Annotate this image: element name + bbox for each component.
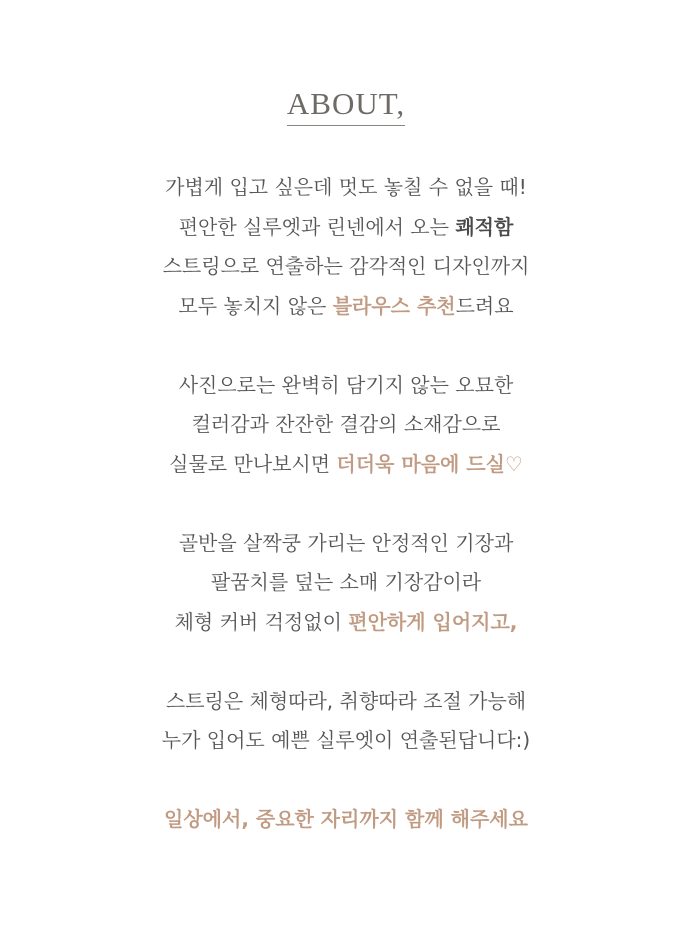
paragraph-spacer	[0, 326, 692, 366]
text-accent: 편안하게 입어지고,	[348, 609, 518, 634]
paragraph-1-line-2	[0, 208, 692, 248]
paragraph-2-line-3	[0, 445, 692, 485]
paragraph-2-line-1: 사진으로는 완벽히 담기지 않는 오묘한	[178, 372, 514, 397]
text-plain: 드려요	[455, 293, 514, 318]
paragraph-spacer	[0, 642, 692, 682]
heading-container	[0, 86, 692, 126]
paragraph-3-line-2: 팔꿈치를 덮는 소매 기장감이라	[210, 570, 482, 594]
text-plain: 모두 놓치지 않은	[178, 293, 333, 318]
text-emphasis: 쾌적함	[455, 214, 514, 239]
closing-line: 일상에서, 중요한 자리까지 함께 해주세요	[164, 807, 528, 831]
text-plain: 편안한 실루엣과 린넨에서 오는	[178, 214, 456, 239]
text-accent: 더더욱 마음에 드실	[336, 451, 505, 476]
paragraph-3-line-3	[0, 603, 692, 643]
text-plain: 체형 커버 걱정없이	[174, 609, 349, 634]
paragraph-spacer	[0, 484, 692, 524]
paragraph-4-line-1: 스트링은 체형따라, 취향따라 조절 가능해	[165, 688, 527, 713]
text-accent: 블라우스 추천	[332, 293, 456, 318]
paragraph-3-line-1: 골반을 살짝쿵 가리는 안정적인 기장과	[178, 530, 514, 555]
page-title: ABOUT,	[287, 86, 405, 126]
text-plain: 실물로 만나보시면	[169, 451, 337, 476]
paragraph-spacer	[0, 761, 692, 801]
paragraph-2-line-2: 컬러감과 잔잔한 결감의 소재감으로	[191, 412, 501, 436]
paragraph-1-line-1: 가볍게 입고 싶은데 멋도 놓칠 수 없을 때!	[165, 175, 527, 199]
heart-icon: ♡	[504, 451, 523, 476]
description-body	[0, 168, 692, 840]
paragraph-1-line-3: 스트링으로 연출하는 감각적인 디자인까지	[162, 254, 530, 278]
paragraph-4-line-2: 누가 입어도 예쁜 실루엣이 연출된답니다:)	[161, 728, 531, 752]
paragraph-1-line-4	[0, 287, 692, 327]
